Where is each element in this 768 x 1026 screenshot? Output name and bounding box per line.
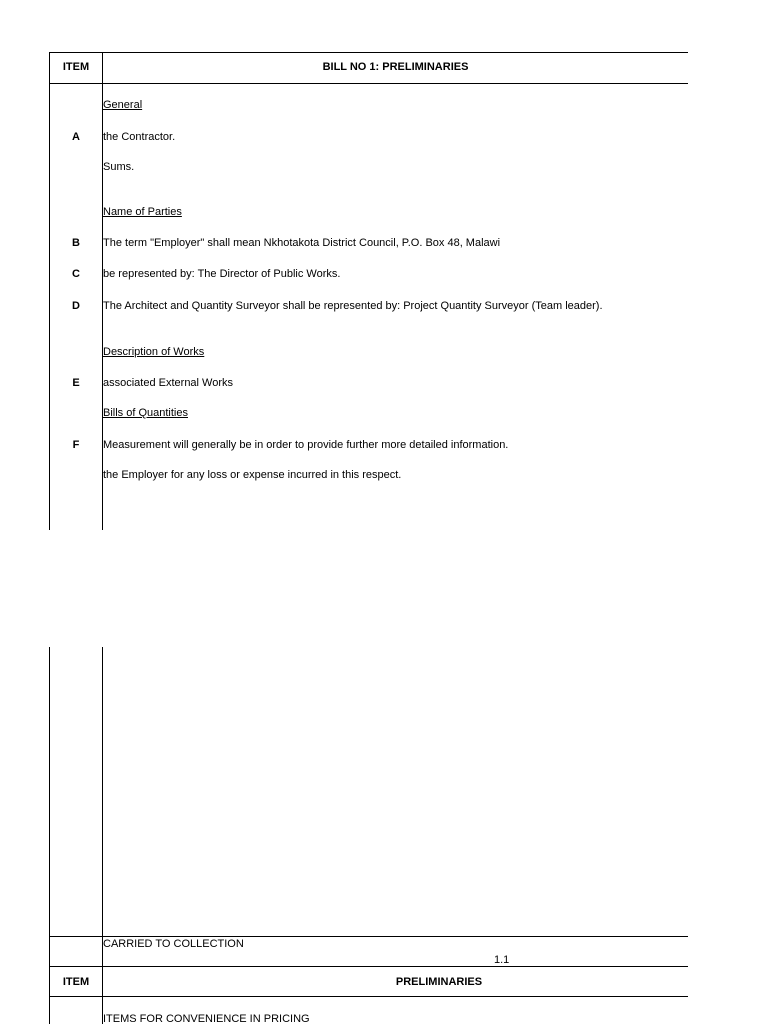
item-text-c: be represented by: The Director of Public Works. [103,268,341,280]
section-heading-general: General [103,99,143,111]
item-column-rule-2 [102,647,103,1024]
item-column-header-2: ITEM [62,976,90,988]
header-top-rule-2 [49,966,688,967]
carried-to-collection: CARRIED TO COLLECTION [103,938,244,950]
item-letter-d: D [72,300,80,312]
section-heading-boq: Bills of Quantities [103,407,188,419]
item-column-rule [102,52,103,530]
item-text-a-cont: Sums. [103,161,135,173]
page-number: 1.1 [494,954,510,966]
section-heading-works: Description of Works [103,346,205,358]
item-text-d: The Architect and Quantity Surveyor shall be represented by: Project Quantity Surveyor (Team leader). [103,300,603,312]
item-letter-e: E [72,377,80,389]
table-top-rule [49,52,688,53]
section-title-2: PRELIMINARIES [395,976,483,988]
item-text-e: associated External Works [103,377,234,389]
item-letter-b: B [72,237,80,249]
header-bottom-rule-2 [49,996,688,997]
item-column-header: ITEM [62,61,90,73]
bill-title: BILL NO 1: PRELIMINARIES [322,61,469,73]
item-letter-c: C [72,268,80,280]
table-left-rule [49,52,50,530]
collection-top-rule [49,936,688,937]
header-bottom-rule [49,83,688,84]
table-left-rule-2 [49,647,50,1024]
item-letter-a: A [72,131,80,143]
subheading-items-pricing: ITEMS FOR CONVENIENCE IN PRICING [103,1013,310,1025]
item-text-b: The term "Employer" shall mean Nkhotakota District Council, P.O. Box 48, Malawi [103,237,501,249]
item-letter-f: F [72,439,80,451]
item-text-f: Measurement will generally be in order to provide further more detailed information. [103,439,509,451]
section-heading-parties: Name of Parties [103,206,182,218]
item-text-f-cont: the Employer for any loss or expense incurred in this respect. [103,469,402,481]
item-text-a: the Contractor. [103,131,176,143]
